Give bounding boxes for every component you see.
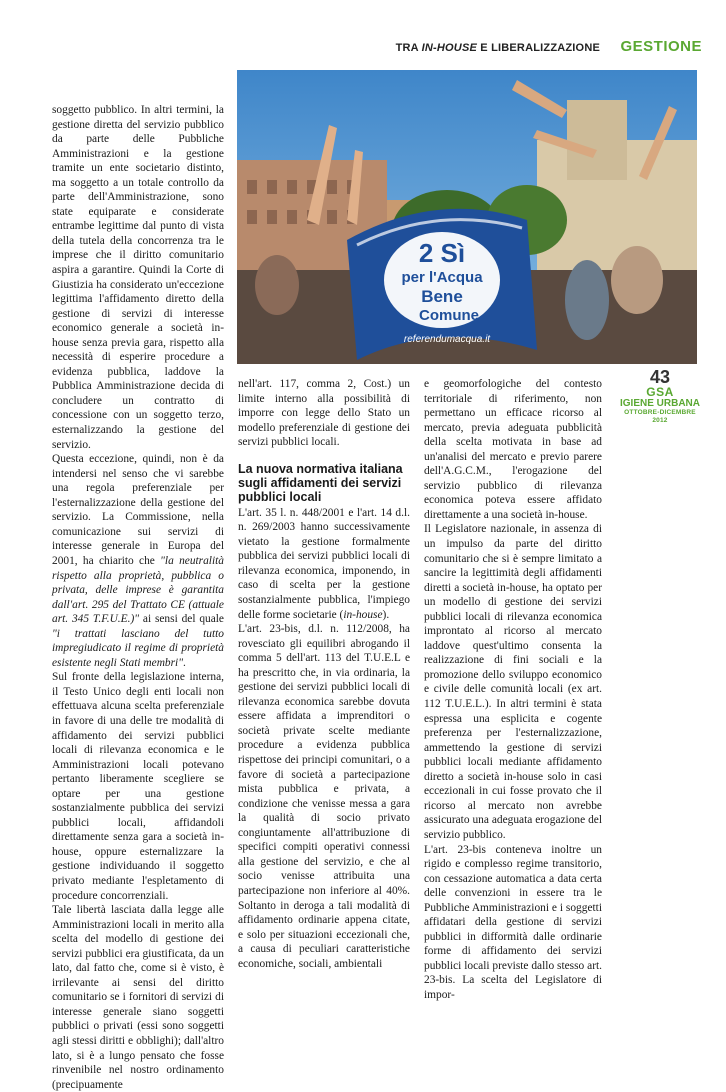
running-head: TRA IN-HOUSE E LIBERALIZZAZIONE <box>395 42 600 54</box>
banner-url: referendumacqua.it <box>403 334 491 345</box>
issue-date: OTTOBRE-DICEMBRE 2012 <box>624 409 696 424</box>
paragraph: Sul fronte della legislazione interna, il Testo Unico degli enti locali non effettuava alcuna scelta preferenziale in favore di una delle tre modalità di affidamento dei servizi pubblici locali di rilevanza economica e le Amministrazioni locali potevano pertanto liberamente scegliere se optare per una gestione sostanzialmente pubblica dei servizi pubblici locali, affidandoli direttamente senza gara a società in-house, oppure esternalizzare la gestione individuando il soggetto privato mediante l'espletamento di procedure concorrenziali. <box>52 671 224 902</box>
paragraph: Tale libertà lasciata dalla legge alle Amministrazioni locali in merito alla scelta del modello di gestione dei servizi pubblici era giustificata, da un lato, dal fatto che, come si è visto, è irrilevante ai sensi del diritto comunitario se i fornitori di servizi di interesse generale siano soggetti pubblici o privati (essi sono soggetti agli stessi diritti e obblighi); dall'altro lato, si è a lungo pensato che fosse rinvenibile nel nostro ordinamento (precipuamente <box>52 904 224 1091</box>
magazine-logo: GSA <box>646 385 674 399</box>
page-header <box>0 38 726 62</box>
paragraph: L'art. 35 l. n. 448/2001 e l'art. 14 d.l. n. 269/2003 hanno successivamente vietato la gestione formalmente pubblica dei servizi pubblici locali di rilevanza economica, imponendo, in caso di scelta per la gestione sostanzialmente pubblica, l'impiego delle forme societarie (in-house). <box>238 506 410 621</box>
banner-text-2: per l'Acqua <box>401 269 483 286</box>
paragraph: soggetto pubblico. In altri termini, la gestione diretta del servizio pubblico da parte delle Pubbliche Amministrazioni e la gestione tramite un ente societario distinto, ma soggetto a un totale controllo da parte dell'Amministrazione, sono state equiparate e considerate entrambe legittime dal punto di vista della tutela della concorrenza tra le imprese che il diritto comunitario aspira a garantire. Quindi la Corte di Giustizia ha considerato un'eccezione legittima l'affidamento diretto della gestione di servizi di interesse economico generale a società in-house senza previa gara, rispetto alla necessità di esperire procedure a evidenza pubblica, laddove la Pubblica Amministrazione decida di concludere un contratto di concessione con un soggetto terzo, esternalizzando la gestione del servizio. <box>52 104 224 451</box>
paragraph: Questa eccezione, quindi, non è da intendersi nel senso che vi sarebbe una regola preferenziale per l'esternalizzazione della gestione del servizio. La Commissione, nella comunicazione sui servizi di interesse generale in Europa del 2001, ha chiarito che "la neutralità rispetto alla proprietà, pubblica o privata, delle imprese è garantita dall'art. 295 del Trattato CE (attuale art. 345 T.F.U.E.)" ai sensi del quale "i trattati lasciano del tutto impregiudicato il regime di proprietà esistente negli Stati membri". <box>52 453 225 669</box>
page-number: 43 <box>649 367 671 387</box>
text-column-2 <box>238 377 410 971</box>
paragraph: Il Legislatore nazionale, in assenza di un impulso da parte del diritto comunitario che si è sempre limitato a sancire la legittimità degli affidamenti diretti a società in-house, ha optato per un modello di gestione dei servizi pubblici locali di rilevanza economica improntato al ricorso al mercato laddove quest'ultimo consenta la realizzazione di fini sociali e la promozione dello sviluppo economico e civile delle comunità locali (ex art. 112 T.U.E.L.). In altri termini è stata espressa una esplicita e cogente preferenza per l'esternalizzazione, ammettendo la gestione di servizi pubblici locali mediante affidamento diretto a società in-house solo in casi eccezionali in cui fosse provato che il ricorso al mercato non avrebbe assicurato una adeguata erogazione del servizio pubblico. <box>424 523 602 841</box>
paragraph: L'art. 23-bis conteneva inoltre un rigido e complesso regime transitorio, con cessazione automatica a data certa delle convenzioni in essere tra le Pubbliche Amministrazioni e i soggetti affidatari della gestione di servizi pubblici in difformità dalle ordinarie forme di affidamento dei servizi pubblici locali previste dallo stesso art. 23-bis. La scelta del Legislatore di impor- <box>424 843 602 1001</box>
banner-text-4: Comune <box>419 307 479 324</box>
paragraph: nell'art. 117, comma 2, Cost.) un limite interno alla possibilità di imporre con legge dello Stato un modello preferenziale di gestione dei servizi pubblici locali. <box>238 378 410 449</box>
publication-name: IGIENE URBANA <box>620 398 701 409</box>
paragraph: e geomorfologiche del contesto territoriale di riferimento, non permettano un efficace ricorso al mercato, previa adeguata pubblicità della scelta motivata in base ad un'analisi del mercato e previo parere dell'A.G.C.M., l'erogazione del servizio pubblico di rilevanza economica poteva essere affidato direttamente a una società in-house. <box>424 378 602 521</box>
section-label: GESTIONE <box>620 38 702 55</box>
banner-text-3: Bene <box>421 287 463 306</box>
text-column-1 <box>52 103 224 1092</box>
protest-photo <box>237 70 697 364</box>
text-column-3 <box>424 377 602 1003</box>
section-heading: La nuova normativa italiana sugli affidamenti dei servizi pubblici locali <box>238 461 403 504</box>
banner-text-1: 2 Sì <box>418 238 466 268</box>
paragraph: L'art. 23-bis, d.l. n. 112/2008, ha rovesciato gli equilibri abrogando il comma 5 dell'art. 113 del T.U.E.L e ha prescritto che, in via ordinaria, la gestione dei servizi pubblici locali di rilevanza economica sarebbe dovuta essere affidata a imprenditori o società private scelte mediante procedure a evidenza pubblica rispettose dei principi comunitari, o a favore di società a partecipazione mista pubblica e privata, a condizione che venisse messa a gara la qualità di socio privato congiuntamente all'attribuzione di specifici compiti operativi connessi alla gestione del servizio, e che al socio venisse attribuita una partecipazione non inferiore al 40%. Soltanto in deroga a tali modalità di affidamento ordinarie appena citate, e solo per situazioni eccezionali che, a causa di peculiari caratteristiche economiche, sociali, ambientali <box>238 623 410 970</box>
page-footer-info <box>620 368 700 425</box>
photo-illustration <box>237 70 697 364</box>
